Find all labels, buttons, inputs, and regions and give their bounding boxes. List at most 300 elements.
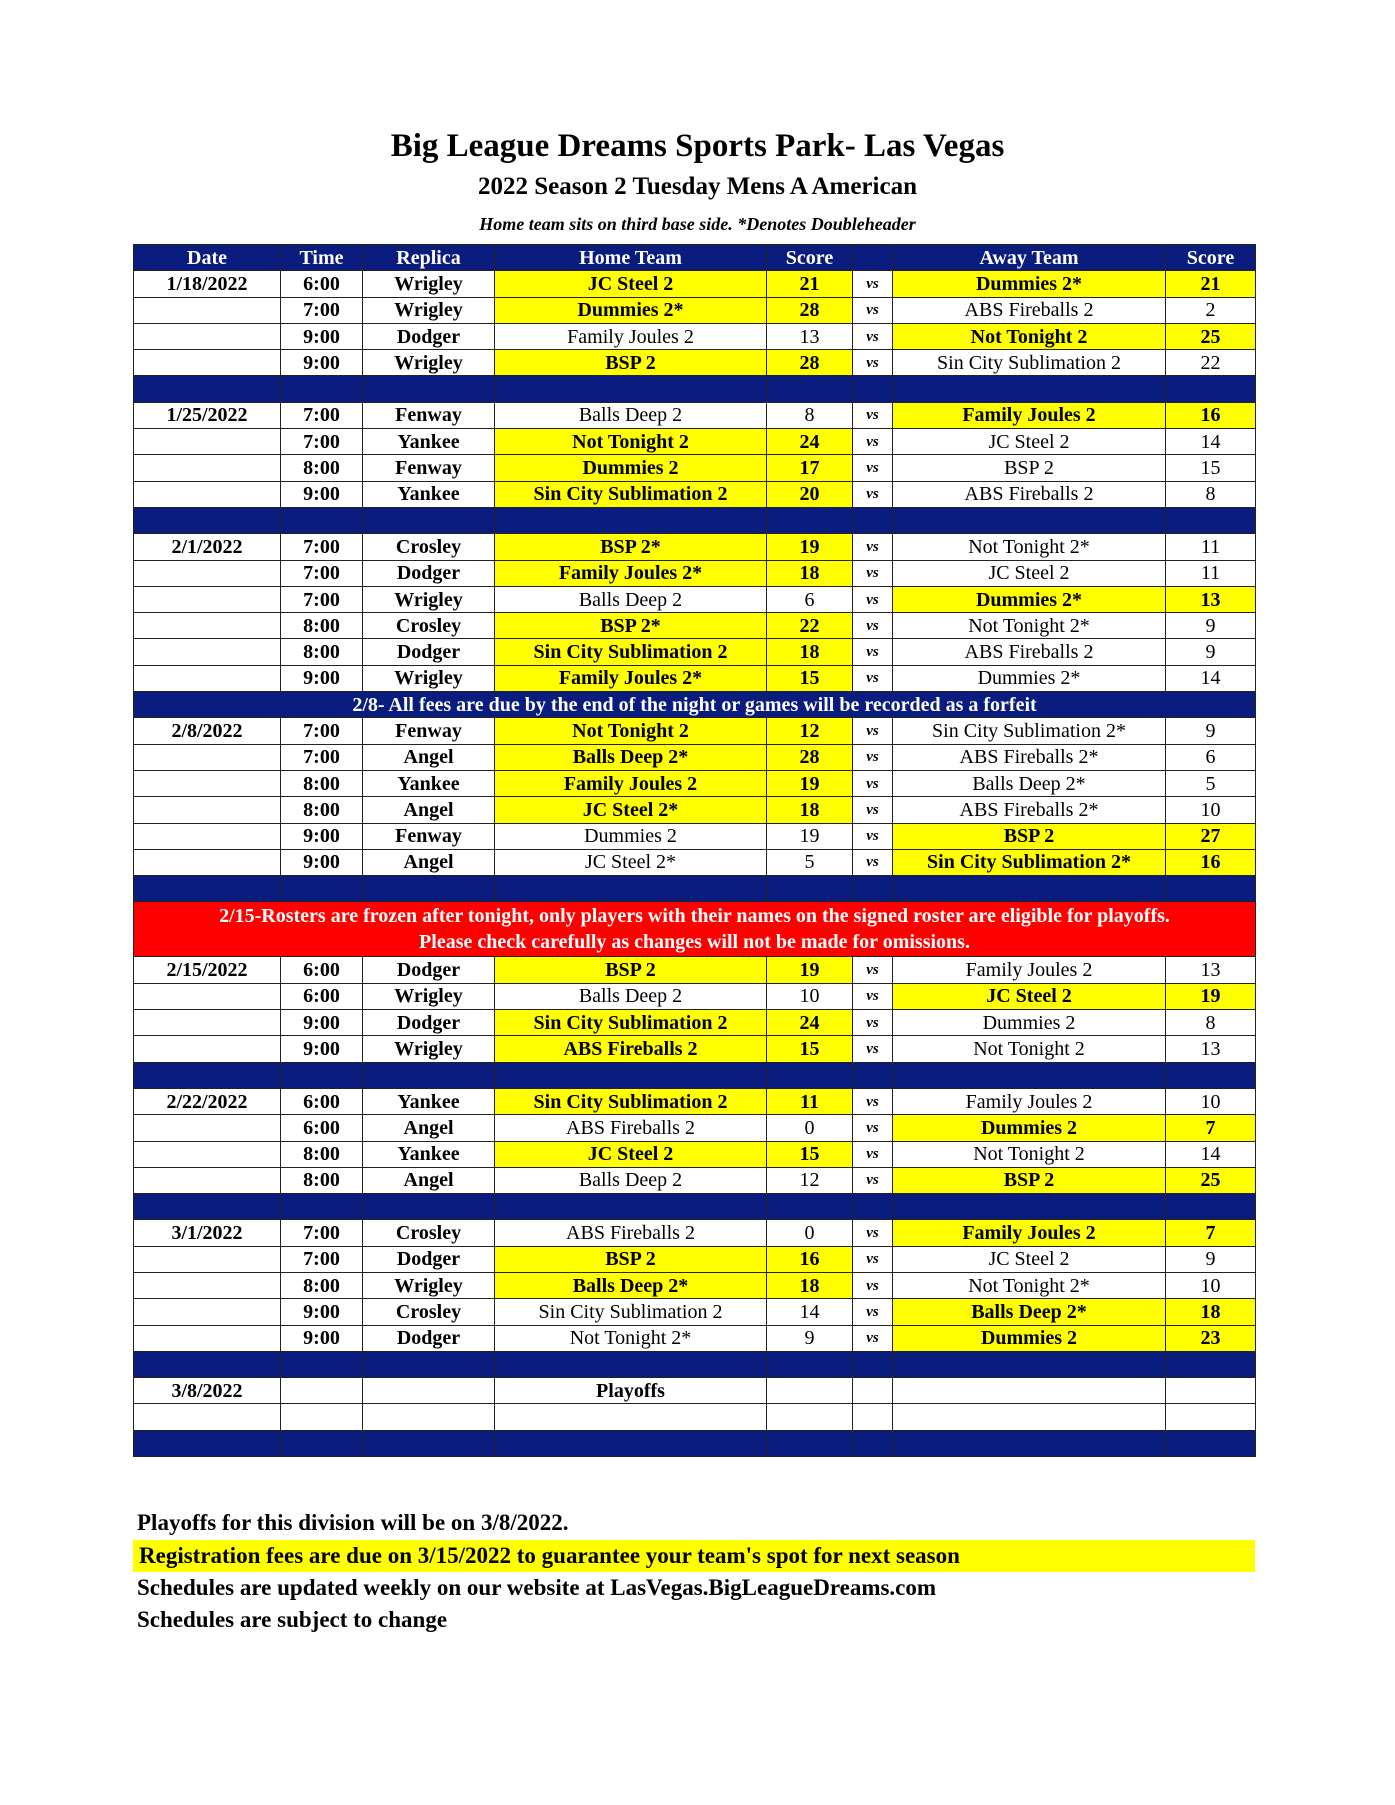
away-score: 21 bbox=[1166, 271, 1256, 297]
vs-label: vs bbox=[853, 350, 893, 376]
game-field: Wrigley bbox=[363, 297, 495, 323]
footer-registration: Registration fees are due on 3/15/2022 to guarantee your team's spot for next season bbox=[133, 1540, 1255, 1572]
game-row bbox=[134, 1299, 1256, 1325]
game-row bbox=[134, 849, 1256, 875]
separator-cell bbox=[1166, 376, 1256, 402]
separator-cell bbox=[363, 1430, 495, 1456]
separator-cell bbox=[134, 1351, 281, 1377]
away-team: Balls Deep 2* bbox=[893, 1299, 1166, 1325]
vs-label: vs bbox=[853, 323, 893, 349]
game-time: 6:00 bbox=[281, 1115, 363, 1141]
away-team: Sin City Sublimation 2* bbox=[893, 849, 1166, 875]
empty-cell bbox=[1166, 1378, 1256, 1404]
separator-cell bbox=[853, 1430, 893, 1456]
away-team: Dummies 2 bbox=[893, 1010, 1166, 1036]
game-time: 7:00 bbox=[281, 586, 363, 612]
game-date bbox=[134, 455, 281, 481]
separator-cell bbox=[363, 1351, 495, 1377]
page-title: Big League Dreams Sports Park- Las Vegas bbox=[390, 128, 1005, 164]
home-score: 0 bbox=[767, 1115, 853, 1141]
vs-label: vs bbox=[853, 770, 893, 796]
separator-row bbox=[134, 1194, 1256, 1220]
game-field: Dodger bbox=[363, 639, 495, 665]
empty-cell bbox=[893, 1378, 1166, 1404]
vs-label: vs bbox=[853, 429, 893, 455]
away-team: Family Joules 2 bbox=[893, 402, 1166, 428]
home-score: 9 bbox=[767, 1325, 853, 1351]
vs-label: vs bbox=[853, 613, 893, 639]
home-team: JC Steel 2* bbox=[495, 797, 767, 823]
game-field: Angel bbox=[363, 1167, 495, 1193]
separator-cell bbox=[893, 1430, 1166, 1456]
game-time: 8:00 bbox=[281, 1141, 363, 1167]
game-date bbox=[134, 983, 281, 1009]
separator-cell bbox=[281, 1194, 363, 1220]
away-team: ABS Fireballs 2* bbox=[893, 744, 1166, 770]
vs-label: vs bbox=[853, 797, 893, 823]
away-score: 14 bbox=[1166, 1141, 1256, 1167]
separator-cell bbox=[893, 1062, 1166, 1088]
home-score: 18 bbox=[767, 797, 853, 823]
game-time: 6:00 bbox=[281, 1088, 363, 1114]
roster-alert-line1: 2/15-Rosters are frozen after tonight, only players with their names on the signed roster are eligible for playoffs. bbox=[219, 905, 1170, 928]
vs-label: vs bbox=[853, 1220, 893, 1246]
game-row bbox=[134, 823, 1256, 849]
game-time: 7:00 bbox=[281, 744, 363, 770]
roster-alert bbox=[134, 902, 1256, 957]
game-time: 9:00 bbox=[281, 1010, 363, 1036]
home-team: ABS Fireballs 2 bbox=[495, 1115, 767, 1141]
game-date bbox=[134, 297, 281, 323]
away-score: 18 bbox=[1166, 1299, 1256, 1325]
home-team: Balls Deep 2 bbox=[495, 586, 767, 612]
home-team: Dummies 2 bbox=[495, 823, 767, 849]
col-home-team: Home Team bbox=[495, 245, 767, 271]
col-replica: Replica bbox=[363, 245, 495, 271]
separator-row bbox=[134, 376, 1256, 402]
home-score: 0 bbox=[767, 1220, 853, 1246]
col-home-score: Score bbox=[767, 245, 853, 271]
away-score: 10 bbox=[1166, 797, 1256, 823]
game-row bbox=[134, 1115, 1256, 1141]
home-score: 24 bbox=[767, 429, 853, 455]
game-row bbox=[134, 1325, 1256, 1351]
game-row bbox=[134, 1220, 1256, 1246]
game-field: Wrigley bbox=[363, 586, 495, 612]
game-date bbox=[134, 797, 281, 823]
empty-cell bbox=[767, 1404, 853, 1430]
away-score: 10 bbox=[1166, 1272, 1256, 1298]
game-field: Dodger bbox=[363, 323, 495, 349]
game-row bbox=[134, 1167, 1256, 1193]
game-time: 9:00 bbox=[281, 350, 363, 376]
home-score: 19 bbox=[767, 823, 853, 849]
game-time: 8:00 bbox=[281, 1167, 363, 1193]
game-field: Fenway bbox=[363, 718, 495, 744]
home-score: 19 bbox=[767, 534, 853, 560]
game-time: 7:00 bbox=[281, 534, 363, 560]
game-date bbox=[134, 1115, 281, 1141]
away-team: Dummies 2 bbox=[893, 1325, 1166, 1351]
game-field: Fenway bbox=[363, 823, 495, 849]
home-team: Dummies 2 bbox=[495, 455, 767, 481]
separator-cell bbox=[495, 376, 767, 402]
home-team: Dummies 2* bbox=[495, 297, 767, 323]
game-field: Fenway bbox=[363, 402, 495, 428]
home-team: Family Joules 2 bbox=[495, 323, 767, 349]
game-field: Wrigley bbox=[363, 1272, 495, 1298]
separator-cell bbox=[893, 1351, 1166, 1377]
page-subtitle: 2022 Season 2 Tuesday Mens A American bbox=[478, 173, 917, 200]
blank-row bbox=[134, 1404, 1256, 1430]
home-team: Balls Deep 2 bbox=[495, 402, 767, 428]
home-team: BSP 2 bbox=[495, 350, 767, 376]
game-field: Dodger bbox=[363, 1246, 495, 1272]
vs-label: vs bbox=[853, 1115, 893, 1141]
game-date: 2/1/2022 bbox=[134, 534, 281, 560]
vs-label: vs bbox=[853, 823, 893, 849]
away-team: BSP 2 bbox=[893, 1167, 1166, 1193]
home-score: 15 bbox=[767, 1141, 853, 1167]
game-time: 7:00 bbox=[281, 1220, 363, 1246]
away-score: 9 bbox=[1166, 639, 1256, 665]
vs-label: vs bbox=[853, 560, 893, 586]
separator-cell bbox=[363, 376, 495, 402]
vs-label: vs bbox=[853, 849, 893, 875]
separator-cell bbox=[853, 1194, 893, 1220]
home-score: 16 bbox=[767, 1246, 853, 1272]
away-score: 14 bbox=[1166, 665, 1256, 691]
game-field: Wrigley bbox=[363, 350, 495, 376]
away-score: 14 bbox=[1166, 429, 1256, 455]
game-row bbox=[134, 297, 1256, 323]
game-row bbox=[134, 323, 1256, 349]
game-row bbox=[134, 1141, 1256, 1167]
game-field: Angel bbox=[363, 744, 495, 770]
col-time: Time bbox=[281, 245, 363, 271]
separator-cell bbox=[1166, 1430, 1256, 1456]
home-team: Sin City Sublimation 2 bbox=[495, 639, 767, 665]
game-date bbox=[134, 1036, 281, 1062]
home-team: Balls Deep 2 bbox=[495, 1167, 767, 1193]
game-time: 7:00 bbox=[281, 560, 363, 586]
game-field: Wrigley bbox=[363, 983, 495, 1009]
away-team: BSP 2 bbox=[893, 455, 1166, 481]
game-time: 9:00 bbox=[281, 665, 363, 691]
home-score: 5 bbox=[767, 849, 853, 875]
game-time: 8:00 bbox=[281, 639, 363, 665]
away-team: JC Steel 2 bbox=[893, 983, 1166, 1009]
away-team: Sin City Sublimation 2* bbox=[893, 718, 1166, 744]
game-field: Crosley bbox=[363, 1220, 495, 1246]
separator-row bbox=[134, 507, 1256, 533]
away-score: 11 bbox=[1166, 560, 1256, 586]
game-date bbox=[134, 1299, 281, 1325]
separator-cell bbox=[767, 1351, 853, 1377]
schedule-note: Home team sits on third base side. *Denotes Doubleheader bbox=[479, 214, 916, 234]
schedule-table bbox=[133, 244, 1256, 1457]
game-date bbox=[134, 849, 281, 875]
game-field bbox=[363, 1378, 495, 1404]
home-score: 18 bbox=[767, 560, 853, 586]
empty-cell bbox=[363, 1404, 495, 1430]
vs-label: vs bbox=[853, 271, 893, 297]
separator-cell bbox=[1166, 876, 1256, 902]
home-score: 15 bbox=[767, 1036, 853, 1062]
away-score: 9 bbox=[1166, 1246, 1256, 1272]
vs-label: vs bbox=[853, 718, 893, 744]
empty-cell bbox=[853, 1378, 893, 1404]
vs-label: vs bbox=[853, 1036, 893, 1062]
home-score: 28 bbox=[767, 297, 853, 323]
away-team: Family Joules 2 bbox=[893, 1088, 1166, 1114]
separator-row bbox=[134, 876, 1256, 902]
game-row bbox=[134, 560, 1256, 586]
home-team: Not Tonight 2 bbox=[495, 718, 767, 744]
home-team: BSP 2* bbox=[495, 613, 767, 639]
vs-label: vs bbox=[853, 744, 893, 770]
game-time: 7:00 bbox=[281, 297, 363, 323]
game-date bbox=[134, 1141, 281, 1167]
separator-cell bbox=[853, 1062, 893, 1088]
game-time: 6:00 bbox=[281, 957, 363, 983]
game-time: 7:00 bbox=[281, 718, 363, 744]
vs-label: vs bbox=[853, 665, 893, 691]
away-score: 16 bbox=[1166, 849, 1256, 875]
game-field: Dodger bbox=[363, 957, 495, 983]
separator-cell bbox=[495, 1430, 767, 1456]
vs-label: vs bbox=[853, 586, 893, 612]
col-vs bbox=[853, 245, 893, 271]
away-score: 22 bbox=[1166, 350, 1256, 376]
away-score: 27 bbox=[1166, 823, 1256, 849]
home-team: Not Tonight 2 bbox=[495, 429, 767, 455]
game-time: 7:00 bbox=[281, 402, 363, 428]
home-score: 12 bbox=[767, 1167, 853, 1193]
vs-label: vs bbox=[853, 983, 893, 1009]
game-row bbox=[134, 665, 1256, 691]
separator-cell bbox=[767, 1430, 853, 1456]
home-team: JC Steel 2* bbox=[495, 849, 767, 875]
away-score: 25 bbox=[1166, 323, 1256, 349]
game-field: Wrigley bbox=[363, 271, 495, 297]
separator-cell bbox=[1166, 1062, 1256, 1088]
separator-cell bbox=[853, 376, 893, 402]
game-row bbox=[134, 1088, 1256, 1114]
home-score: 15 bbox=[767, 665, 853, 691]
away-score: 6 bbox=[1166, 744, 1256, 770]
game-field: Yankee bbox=[363, 481, 495, 507]
away-score: 7 bbox=[1166, 1115, 1256, 1141]
vs-label: vs bbox=[853, 1010, 893, 1036]
away-score: 2 bbox=[1166, 297, 1256, 323]
separator-cell bbox=[893, 507, 1166, 533]
game-date: 1/25/2022 bbox=[134, 402, 281, 428]
separator-cell bbox=[134, 1430, 281, 1456]
away-team: Family Joules 2 bbox=[893, 1220, 1166, 1246]
col-away-team: Away Team bbox=[893, 245, 1166, 271]
game-time: 8:00 bbox=[281, 770, 363, 796]
game-time: 6:00 bbox=[281, 983, 363, 1009]
home-team: BSP 2* bbox=[495, 534, 767, 560]
game-date: 2/8/2022 bbox=[134, 718, 281, 744]
vs-label: vs bbox=[853, 1141, 893, 1167]
away-score: 7 bbox=[1166, 1220, 1256, 1246]
away-score: 13 bbox=[1166, 957, 1256, 983]
game-field: Yankee bbox=[363, 429, 495, 455]
separator-cell bbox=[767, 1194, 853, 1220]
home-team: Sin City Sublimation 2 bbox=[495, 1088, 767, 1114]
empty-cell bbox=[495, 1404, 767, 1430]
game-date bbox=[134, 429, 281, 455]
home-score: 11 bbox=[767, 1088, 853, 1114]
game-date bbox=[134, 1167, 281, 1193]
game-field: Angel bbox=[363, 797, 495, 823]
home-score: 17 bbox=[767, 455, 853, 481]
game-row bbox=[134, 797, 1256, 823]
game-row bbox=[134, 350, 1256, 376]
schedule-body bbox=[134, 271, 1256, 1457]
home-team: Balls Deep 2 bbox=[495, 983, 767, 1009]
separator-cell bbox=[134, 1062, 281, 1088]
separator-cell bbox=[853, 507, 893, 533]
empty-cell bbox=[1166, 1404, 1256, 1430]
game-time: 9:00 bbox=[281, 1299, 363, 1325]
away-score: 13 bbox=[1166, 586, 1256, 612]
playoff-label: Playoffs bbox=[495, 1378, 767, 1404]
away-team: Dummies 2* bbox=[893, 271, 1166, 297]
away-score: 11 bbox=[1166, 534, 1256, 560]
separator-cell bbox=[893, 876, 1166, 902]
vs-label: vs bbox=[853, 1272, 893, 1298]
separator-cell bbox=[134, 507, 281, 533]
home-team: ABS Fireballs 2 bbox=[495, 1036, 767, 1062]
game-row bbox=[134, 983, 1256, 1009]
home-team: JC Steel 2 bbox=[495, 1141, 767, 1167]
separator-cell bbox=[853, 1351, 893, 1377]
vs-label: vs bbox=[853, 481, 893, 507]
col-away-score: Score bbox=[1166, 245, 1256, 271]
game-row bbox=[134, 586, 1256, 612]
playoff-row bbox=[134, 1378, 1256, 1404]
separator-cell bbox=[495, 1351, 767, 1377]
header-row bbox=[134, 245, 1256, 271]
game-field: Yankee bbox=[363, 770, 495, 796]
away-team: Family Joules 2 bbox=[893, 957, 1166, 983]
empty-cell bbox=[853, 1404, 893, 1430]
vs-label: vs bbox=[853, 402, 893, 428]
vs-label: vs bbox=[853, 639, 893, 665]
game-date bbox=[134, 560, 281, 586]
separator-cell bbox=[853, 876, 893, 902]
home-team: Family Joules 2* bbox=[495, 665, 767, 691]
empty-cell bbox=[134, 1404, 281, 1430]
separator-row bbox=[134, 1062, 1256, 1088]
separator-cell bbox=[495, 507, 767, 533]
footer-website: Schedules are updated weekly on our website at LasVegas.BigLeagueDreams.com bbox=[137, 1575, 937, 1600]
away-score: 9 bbox=[1166, 718, 1256, 744]
game-field: Yankee bbox=[363, 1088, 495, 1114]
game-field: Angel bbox=[363, 849, 495, 875]
home-score: 13 bbox=[767, 323, 853, 349]
home-score: 22 bbox=[767, 613, 853, 639]
separator-cell bbox=[1166, 1194, 1256, 1220]
separator-cell bbox=[363, 876, 495, 902]
home-score: 21 bbox=[767, 271, 853, 297]
game-date bbox=[134, 744, 281, 770]
game-row bbox=[134, 1036, 1256, 1062]
game-time: 9:00 bbox=[281, 849, 363, 875]
separator-cell bbox=[767, 376, 853, 402]
away-team: Dummies 2 bbox=[893, 1115, 1166, 1141]
away-team: JC Steel 2 bbox=[893, 1246, 1166, 1272]
separator-cell bbox=[495, 1194, 767, 1220]
empty-cell bbox=[893, 1404, 1166, 1430]
away-team: Sin City Sublimation 2 bbox=[893, 350, 1166, 376]
away-team: Not Tonight 2 bbox=[893, 1036, 1166, 1062]
home-team: Family Joules 2* bbox=[495, 560, 767, 586]
game-date: 3/1/2022 bbox=[134, 1220, 281, 1246]
home-score: 19 bbox=[767, 957, 853, 983]
home-team: Sin City Sublimation 2 bbox=[495, 1299, 767, 1325]
separator-cell bbox=[134, 1194, 281, 1220]
home-score: 8 bbox=[767, 402, 853, 428]
home-team: BSP 2 bbox=[495, 1246, 767, 1272]
game-date bbox=[134, 639, 281, 665]
home-score: 28 bbox=[767, 350, 853, 376]
game-date: 2/15/2022 bbox=[134, 957, 281, 983]
game-field: Dodger bbox=[363, 1010, 495, 1036]
home-team: Balls Deep 2* bbox=[495, 744, 767, 770]
game-time: 9:00 bbox=[281, 323, 363, 349]
game-field: Fenway bbox=[363, 455, 495, 481]
home-score: 28 bbox=[767, 744, 853, 770]
separator-row bbox=[134, 1430, 1256, 1456]
game-field: Angel bbox=[363, 1115, 495, 1141]
vs-label: vs bbox=[853, 455, 893, 481]
game-row bbox=[134, 770, 1256, 796]
away-score: 8 bbox=[1166, 1010, 1256, 1036]
game-time: 9:00 bbox=[281, 1325, 363, 1351]
game-row bbox=[134, 534, 1256, 560]
separator-cell bbox=[363, 1194, 495, 1220]
separator-cell bbox=[281, 1430, 363, 1456]
game-row bbox=[134, 429, 1256, 455]
separator-cell bbox=[893, 1194, 1166, 1220]
home-score: 18 bbox=[767, 639, 853, 665]
separator-cell bbox=[1166, 507, 1256, 533]
away-team: Not Tonight 2 bbox=[893, 1141, 1166, 1167]
home-score: 10 bbox=[767, 983, 853, 1009]
away-score: 19 bbox=[1166, 983, 1256, 1009]
game-row bbox=[134, 271, 1256, 297]
game-date bbox=[134, 823, 281, 849]
game-time: 9:00 bbox=[281, 1036, 363, 1062]
game-time: 8:00 bbox=[281, 455, 363, 481]
game-date bbox=[134, 350, 281, 376]
game-field: Dodger bbox=[363, 1325, 495, 1351]
home-score: 20 bbox=[767, 481, 853, 507]
home-score: 14 bbox=[767, 1299, 853, 1325]
game-time: 9:00 bbox=[281, 481, 363, 507]
game-date bbox=[134, 770, 281, 796]
game-date: 1/18/2022 bbox=[134, 271, 281, 297]
away-team: ABS Fireballs 2 bbox=[893, 639, 1166, 665]
game-row bbox=[134, 455, 1256, 481]
game-date bbox=[134, 1325, 281, 1351]
home-score: 12 bbox=[767, 718, 853, 744]
separator-row bbox=[134, 1351, 1256, 1377]
